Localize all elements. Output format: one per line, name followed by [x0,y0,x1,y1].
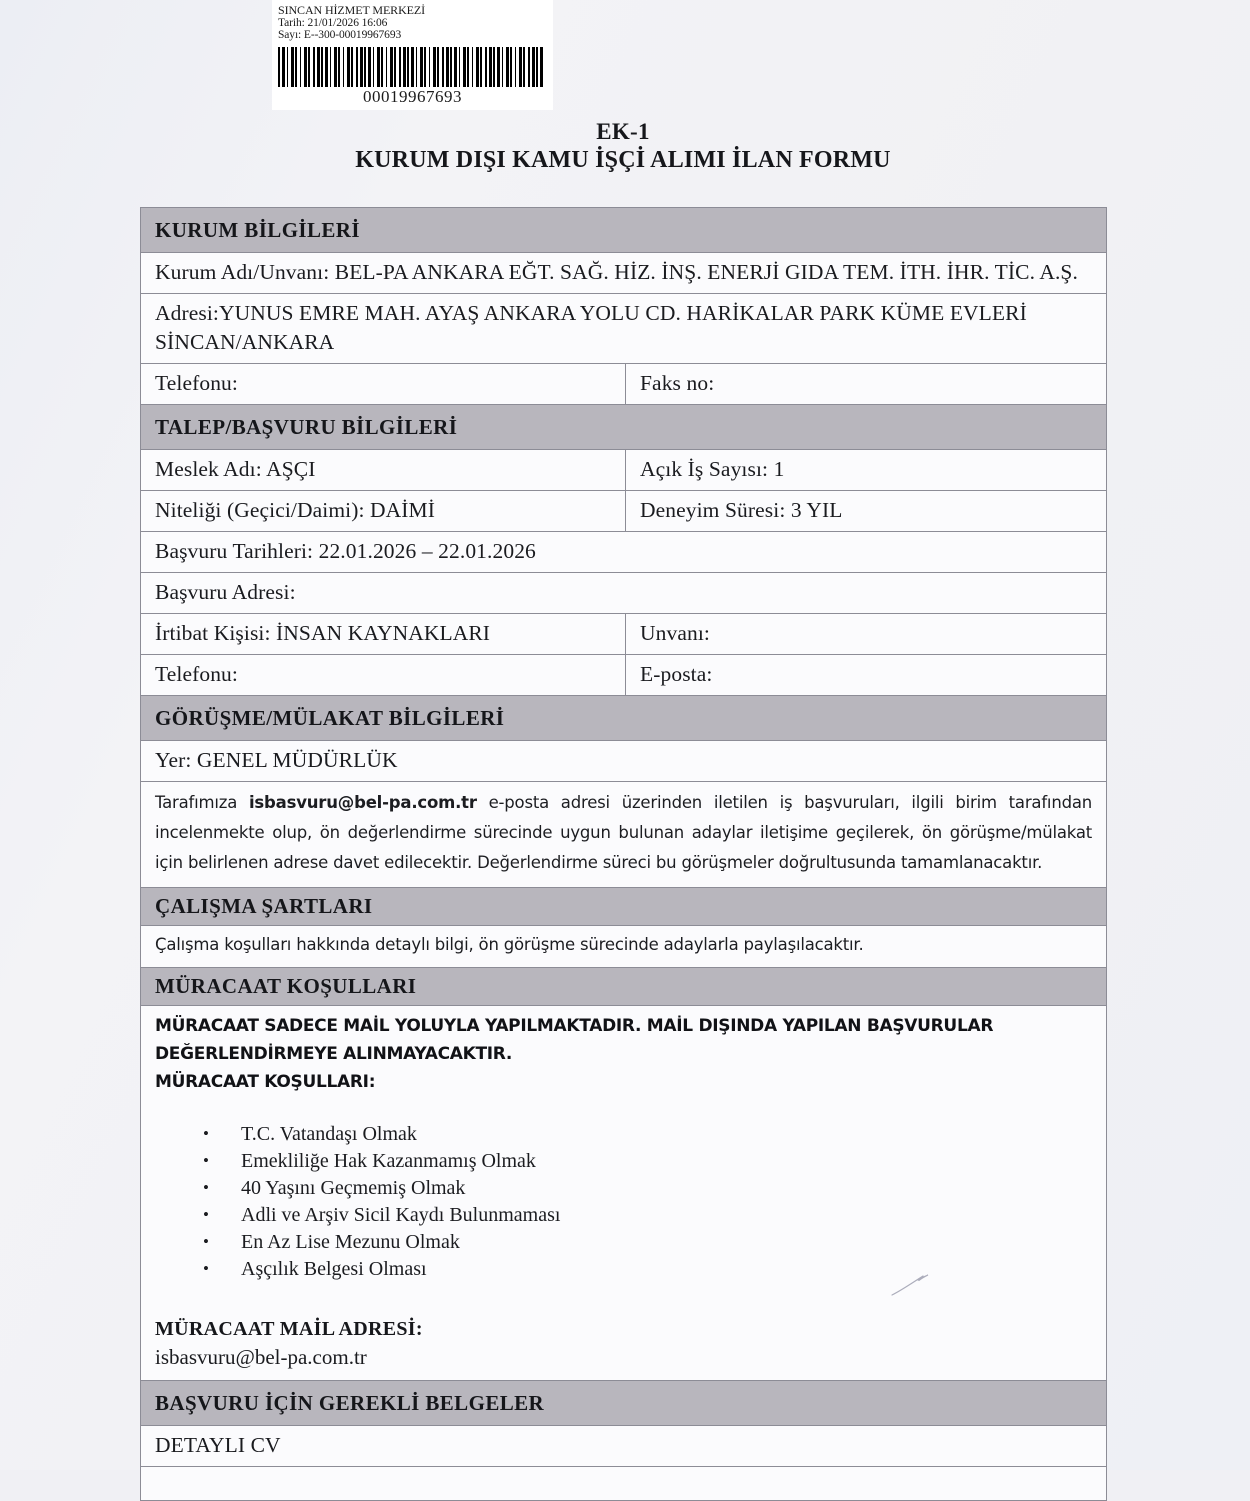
table-row [141,614,1107,655]
muracaat-mail-address: isbasvuru@bel-pa.com.tr [155,1345,367,1369]
list-item: • T.C. Vatandaşı Olmak [203,1122,1092,1147]
field-kurum-adresi [141,294,1107,364]
field-value: Unvanı: [640,621,710,645]
barcode-number: 00019967693 [363,86,462,106]
table-row [141,1006,1107,1381]
list-item: • Aşçılık Belgesi Olması [203,1257,1092,1282]
table-row [141,1381,1107,1426]
muracaat-notice-line-3: MÜRACAAT KOŞULLARI: [155,1072,376,1092]
field-value: Başvuru Tarihleri: 22.01.2026 – 22.01.2026 [155,539,536,563]
field-irtibat-eposta [626,655,1107,696]
stamp-date: Tarih: 21/01/2026 16:06 [278,16,388,29]
field-value: DETAYLI CV [155,1433,281,1457]
table-row [141,364,1107,405]
field-value: Açık İş Sayısı: 1 [640,457,785,481]
section-header-label: MÜRACAAT KOŞULLARI [155,974,417,998]
table-row [141,655,1107,696]
table-row [141,741,1107,782]
paragraph-text-before-email: Tarafımıza [155,793,249,812]
section-header-kurum-bilgileri [141,208,1107,253]
field-value: Telefonu: [155,662,238,686]
section-header-label: KURUM BİLGİLERİ [155,217,360,242]
barcode-image [278,47,545,87]
field-kurum-adi-unvani [141,253,1107,294]
field-value: İrtibat Kişisi: İNSAN KAYNAKLARI [155,621,491,645]
list-item: • Adli ve Arşiv Sicil Kaydı Bulunmaması [203,1203,1092,1228]
table-row [141,573,1107,614]
field-value: E-posta: [640,662,713,686]
table-row [141,696,1107,741]
field-value: Niteliği (Geçici/Daimi): DAİMİ [155,498,436,522]
registry-stamp [272,0,553,110]
section-header-talep-basvuru-bilgileri [141,405,1107,450]
stamp-office-name: SINCAN HİZMET MERKEZİ [278,3,426,17]
muracaat-notice-line-1: MÜRACAAT SADECE MAİL YOLUYLA YAPILMAKTADIR. MAİL DIŞINDA YAPILAN BAŞVURULAR [155,1016,994,1036]
section-header-label: ÇALIŞMA ŞARTLARI [155,894,373,918]
section-header-calisma-sartlari [141,888,1107,926]
field-basvuru-adresi [141,573,1107,614]
page-title: KURUM DIŞI KAMU İŞÇİ ALIMI İLAN FORMU [355,147,891,173]
section-header-muracaat-kosullari [141,968,1107,1006]
announcement-form-table [140,207,1107,1501]
field-meslek-adi [141,450,626,491]
field-value: Yer: GENEL MÜDÜRLÜK [155,748,398,772]
table-row [141,532,1107,573]
field-irtibat-telefonu [141,655,626,696]
table-row [141,782,1107,888]
annex-label: EK-1 [596,119,650,144]
field-basvuru-tarihleri [141,532,1107,573]
list-item: • Emekliliğe Hak Kazanmamış Olmak [203,1149,1092,1174]
calisma-sartlari-text: Çalışma koşulları hakkında detaylı bilgi, ön görüşme sürecinde adaylarla paylaşılacaktır. [155,935,864,954]
field-value: Deneyim Süresi: 3 YIL [640,498,843,522]
document-title-block [140,118,1106,175]
field-irtibat-kisisi [141,614,626,655]
table-row [141,491,1107,532]
section-header-label: BAŞVURU İÇİN GEREKLİ BELGELER [155,1390,545,1415]
calisma-sartlari-text-cell [141,926,1107,968]
muracaat-kosullari-body-cell [141,1006,1107,1381]
table-row [141,926,1107,968]
field-value: Kurum Adı/Unvanı: BEL-PA ANKARA EĞT. SAĞ. HİZ. İNŞ. ENERJİ GIDA TEM. İTH. İHR. TİC. A.Ş. [155,260,1078,284]
field-value: Adresi:YUNUS EMRE MAH. AYAŞ ANKARA YOLU CD. HARİKALAR PARK KÜME EVLERİ SİNCAN/ANKARA [155,301,1027,354]
muracaat-mail-heading: MÜRACAAT MAİL ADRESİ: [155,1318,423,1340]
section-header-label: GÖRÜŞME/MÜLAKAT BİLGİLERİ [155,705,505,730]
gorusme-paragraph [155,788,1092,878]
field-gerekli-belge-empty [141,1467,1107,1501]
muracaat-notice-line-2: DEĞERLENDİRMEYE ALINMAYACAKTIR. [155,1044,513,1064]
field-unvani [626,614,1107,655]
contact-email-inline: isbasvuru@bel-pa.com.tr [248,793,477,812]
field-acik-is-sayisi [626,450,1107,491]
field-kurum-faks [626,364,1107,405]
section-header-label: TALEP/BAŞVURU BİLGİLERİ [155,414,458,439]
table-row [141,294,1107,364]
field-value: Telefonu: [155,371,238,395]
table-row [141,1426,1107,1467]
table-row [141,450,1107,491]
table-row [141,968,1107,1006]
field-kurum-telefonu [141,364,626,405]
stamp-number: Sayı: E--300-00019967693 [278,29,402,41]
table-row [141,253,1107,294]
list-item: • 40 Yaşını Geçmemiş Olmak [203,1176,1092,1201]
field-value: Meslek Adı: AŞÇI [155,457,316,481]
section-header-gerekli-belgeler [141,1381,1107,1426]
table-row [141,1467,1107,1501]
field-gorusme-yeri [141,741,1107,782]
paragraph-text-after-email: e-posta adresi üzerinden iletilen iş başvuruları, ilgili birim tarafından incelenmekte olup, ön değerlendirme sürecinde uygun bulunan adaylar iletişime geçilerek, ön görüşme/mülakat için belirlenen adrese davet edilecektir. Değerlendirme süreci bu görüşmeler doğrultusunda tamamlanacaktır. [155,793,1093,872]
field-gerekli-belge-1 [141,1426,1107,1467]
field-value: Faks no: [640,371,715,395]
table-row [141,405,1107,450]
field-deneyim-suresi [626,491,1107,532]
table-row [141,888,1107,926]
table-row [141,208,1107,253]
muracaat-conditions-list [155,1122,1092,1282]
field-value: Başvuru Adresi: [155,580,296,604]
list-item: • En Az Lise Mezunu Olmak [203,1230,1092,1255]
field-niteligi [141,491,626,532]
section-header-gorusme-mulakat-bilgileri [141,696,1107,741]
gorusme-paragraph-cell [141,782,1107,888]
